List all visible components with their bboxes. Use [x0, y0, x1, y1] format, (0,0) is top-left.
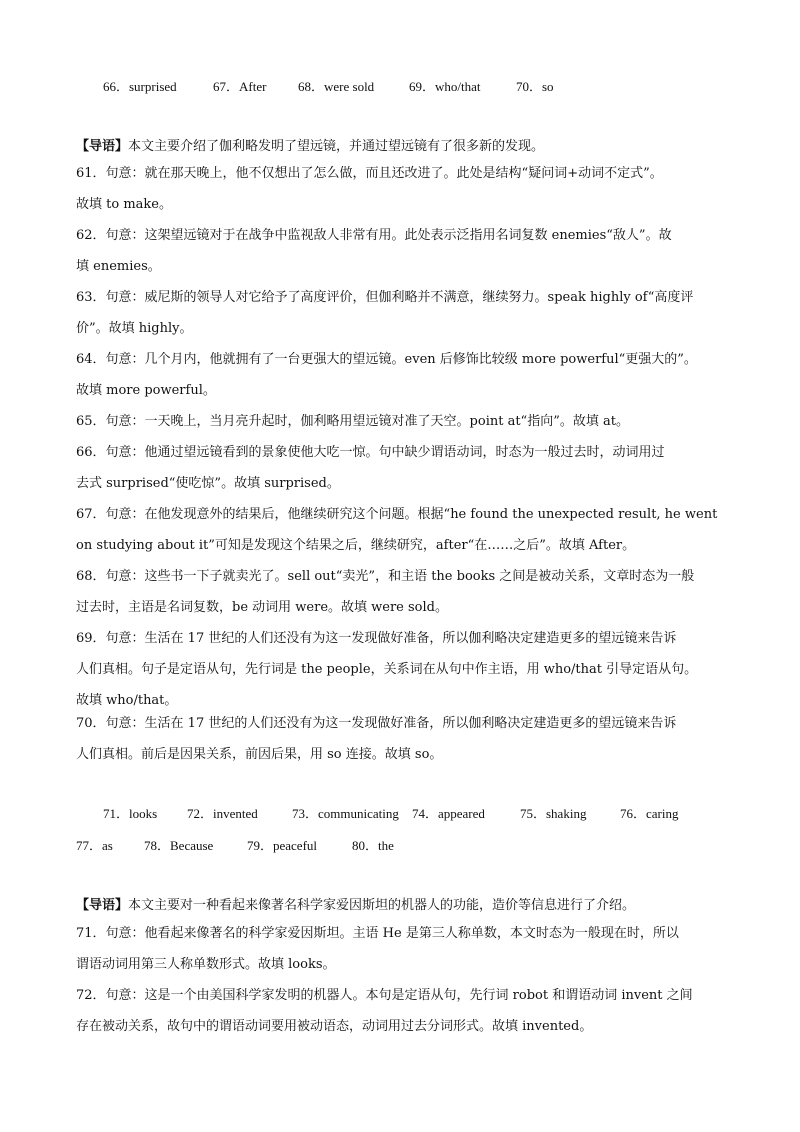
answer-73: 73．communicating [292, 806, 399, 821]
answer-row-66-70 [76, 77, 676, 97]
explanation-line: 70．句意：生活在 17 世纪的人们还没有为这一发现做好准备，所以伽利略决定建造更多的望远镜来告诉 [76, 716, 677, 731]
answer-66: 66．surprised [103, 79, 177, 94]
explanation-line: 故填 to make。 [76, 197, 172, 212]
answer-79: 79．peaceful [247, 838, 318, 853]
explanation-line: 69．句意：生活在 17 世纪的人们还没有为这一发现做好准备，所以伽利略决定建造更多的望远镜来告诉 [76, 631, 677, 646]
explanation-67 [76, 499, 728, 561]
explanation-line: 去式 surprised“使吃惊”。故填 surprised。 [76, 476, 340, 491]
answer-71: 71．looks [103, 806, 158, 821]
explanation-line: on studying about it”可知是发现这个结果之后，继续研究，after“在……之后”。故填 After。 [76, 538, 636, 553]
guide-text: 本文主要介绍了伽利略发明了望远镜，并通过望远镜有了很多新的发现。 [128, 139, 545, 154]
explanation-68 [76, 561, 728, 623]
explanation-line: 存在被动关系，故句中的谓语动词要用被动语态，动词用过去分词形式。故填 invented。 [76, 1019, 593, 1034]
answer-70: 70．so [516, 79, 554, 94]
explanation-64 [76, 344, 728, 406]
answer-row-71-76 [76, 804, 716, 824]
answer-68: 68．were sold [298, 79, 375, 94]
explanation-line: 62．句意：这架望远镜对于在战争中监视敌人非常有用。此处表示泛指用名词复数 enemies“敌人”。故 [76, 228, 672, 243]
explanation-line: 填 enemies。 [76, 259, 161, 274]
explanation-line: 人们真相。句子是定语从句，先行词是 the people，关系词在从句中作主语，用 who/that 引导定语从句。 [76, 662, 698, 677]
explanation-line: 72．句意：这是一个由美国科学家发明的机器人。本句是定语从句，先行词 robot 和谓语动词 invent 之间 [76, 988, 693, 1003]
answer-80: 80．the [352, 838, 394, 853]
explanation-line: 61．句意：就在那天晚上，他不仅想出了怎么做，而且还改进了。此处是结构“疑问词+动词不定式”。 [76, 166, 663, 181]
explanation-63 [76, 282, 728, 344]
explanation-69 [76, 623, 728, 716]
explanation-line: 故填 who/that。 [76, 693, 178, 708]
explanation-72 [76, 980, 728, 1042]
explanation-61 [76, 158, 728, 220]
explanation-line: 64．句意：几个月内，他就拥有了一台更强大的望远镜。even 后修饰比较级 more powerful“更强大的”。 [76, 352, 697, 367]
explanation-line: 人们真相。前后是因果关系，前因后果，用 so 连接。故填 so。 [76, 747, 443, 762]
explanation-line: 谓语动词用第三人称单数形式。故填 looks。 [76, 957, 336, 972]
explanation-line: 63．句意：威尼斯的领导人对它给予了高度评价，但伽利略并不满意，继续努力。speak highly of“高度评 [76, 290, 694, 305]
explanation-line: 68．句意：这些书一下子就卖光了。sell out“卖光”，和主语 the books 之间是被动关系，文章时态为一般 [76, 569, 695, 584]
explanation-line: 价”。故填 highly。 [76, 321, 193, 336]
explanation-line: 66．句意：他通过望远镜看到的景象使他大吃一惊。句中缺少谓语动词，时态为一般过去时，动词用过 [76, 445, 665, 460]
explanation-line: 65．句意：一天晚上，当月亮升起时，伽利略用望远镜对准了天空。point at“指向”。故填 at。 [76, 414, 629, 429]
answer-row-77-80 [76, 836, 476, 856]
explanation-66 [76, 437, 728, 499]
explanation-line: 故填 more powerful。 [76, 383, 216, 398]
answer-78: 78．Because [144, 838, 214, 853]
answer-69: 69．who/that [409, 79, 481, 94]
explanation-line: 71．句意：他看起来像著名的科学家爱因斯坦。主语 He 是第三人称单数，本文时态为一般现在时，所以 [76, 926, 679, 941]
explanation-70 [76, 708, 728, 770]
guide-text: 本文主要对一种看起来像著名科学家爱因斯坦的机器人的功能，造价等信息进行了介绍。 [128, 898, 636, 913]
answer-77: 77．as [76, 838, 113, 853]
guide-tag: 【导语】 [76, 139, 129, 154]
guide-tag: 【导语】 [76, 898, 129, 913]
guide-intro-a [76, 137, 726, 157]
guide-intro-b [76, 896, 726, 916]
answer-74: 74．appeared [412, 806, 485, 821]
explanation-62 [76, 220, 728, 282]
explanation-71 [76, 918, 728, 980]
answer-72: 72．invented [187, 806, 258, 821]
answer-67: 67．After [213, 79, 267, 94]
explanation-65 [76, 406, 728, 437]
explanation-line: 过去时，主语是名词复数，be 动词用 were。故填 were sold。 [76, 600, 448, 615]
explanation-line: 67．句意：在他发现意外的结果后，他继续研究这个问题。根据“he found the unexpected result, he went [76, 507, 718, 522]
answer-75: 75．shaking [520, 806, 587, 821]
answer-76: 76．caring [620, 806, 679, 821]
